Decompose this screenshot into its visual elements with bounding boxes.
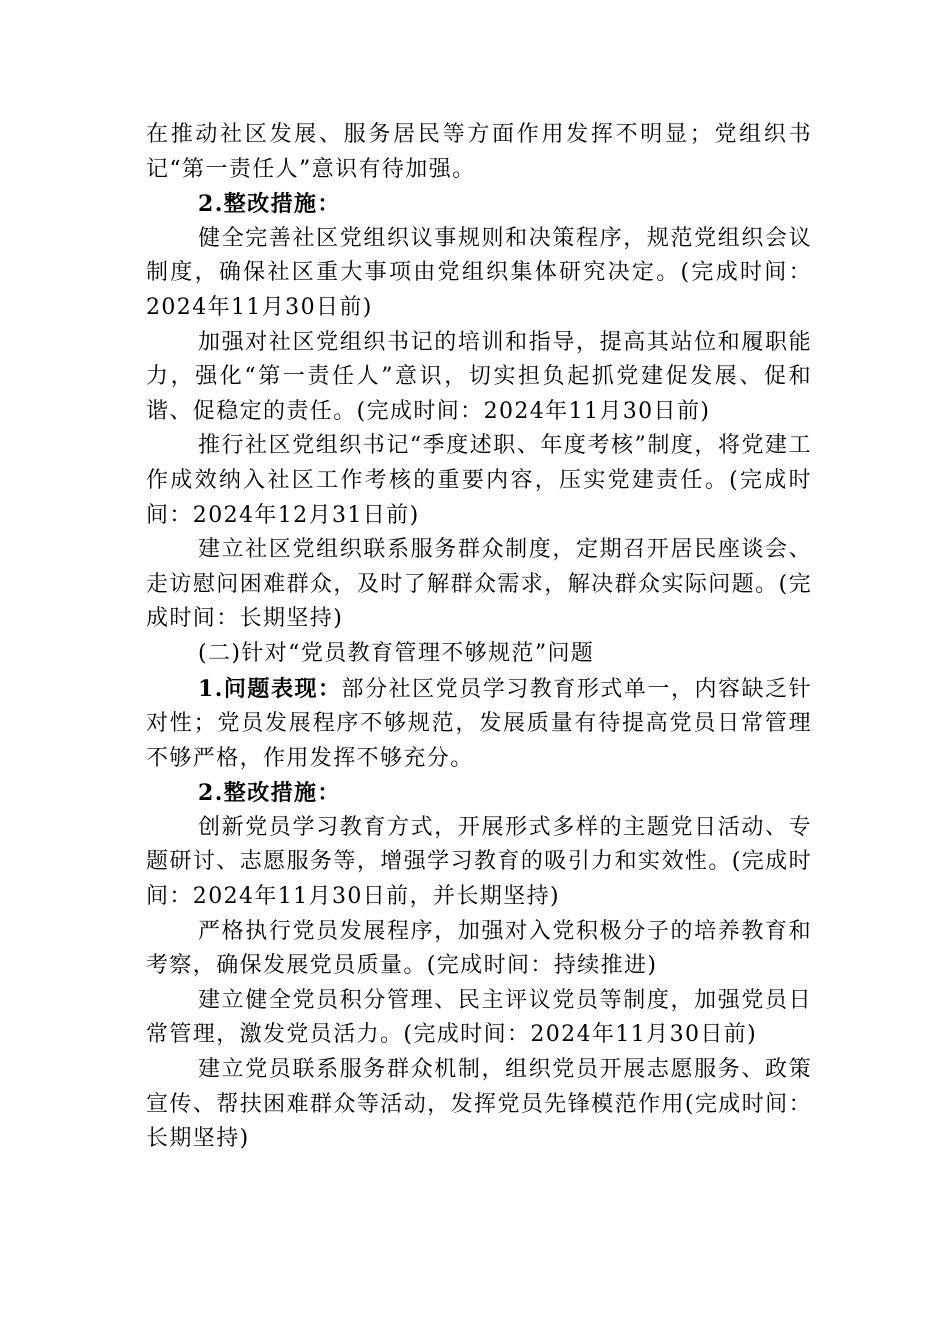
measure-paragraph: 建立健全党员积分管理、民主评议党员等制度，加强党员日常管理，激发党员活力。(完成时间：2024年11月30日前) [146,987,812,1048]
problem-paragraph [146,672,812,777]
paragraph-continuation: 在推动社区发展、服务居民等方面作用发挥不明显；党组织书记“第一责任人”意识有待加强。 [146,122,812,182]
measure-paragraph: 创新党员学习教育方式，开展形式多样的主题党日活动、专题研讨、志愿服务等，增强学习教育的吸引力和实效性。(完成时间：2024年11月30日前，并长期坚持) [146,814,812,910]
heading-rectification-measures: 2.整改措施： [198,780,341,807]
section-heading: (二)针对“党员教育管理不够规范”问题 [198,640,595,666]
measure-paragraph: 建立社区党组织联系服务群众制度，定期召开居民座谈会、走访慰问困难群众，及时了解群众需求，解决群众实际问题。(完成时间：长期坚持) [146,537,812,632]
measure-paragraph: 健全完善社区党组织议事规则和决策程序，规范党组织会议制度，确保社区重大事项由党组织集体研究决定。(完成时间：2024年11月30日前) [146,225,812,320]
document-body [146,118,812,1157]
measure-paragraph: 加强对社区党组织书记的培训和指导，提高其站位和履职能力，强化“第一责任人”意识，切实担负起抓党建促发展、促和谐、促稳定的责任。(完成时间：2024年11月30日前) [146,329,812,424]
heading-rectification-measures: 2.整改措施： [198,191,341,218]
measure-paragraph: 推行社区党组织书记“季度述职、年度考核”制度，将党建工作成效纳入社区工作考核的重要内容，压实党建责任。(完成时间：2024年12月31日前) [146,433,812,528]
measure-paragraph: 严格执行党员发展程序，加强对入党积极分子的培养教育和考察，确保发展党员质量。(完成时间：持续推进) [146,918,812,979]
problem-label: 1.问题表现： [198,675,342,702]
problem-text: 部分社区党员学习教育形式单一，内容缺乏针对性；党员发展程序不够规范，发展质量有待提高党员日常管理不够严格，作用发挥不够充分。 [146,676,812,771]
measure-paragraph: 建立党员联系服务群众机制，组织党员开展志愿服务、政策宣传、帮扶困难群众等活动，发挥党员先锋模范作用(完成时间：长期坚持) [146,1057,812,1152]
